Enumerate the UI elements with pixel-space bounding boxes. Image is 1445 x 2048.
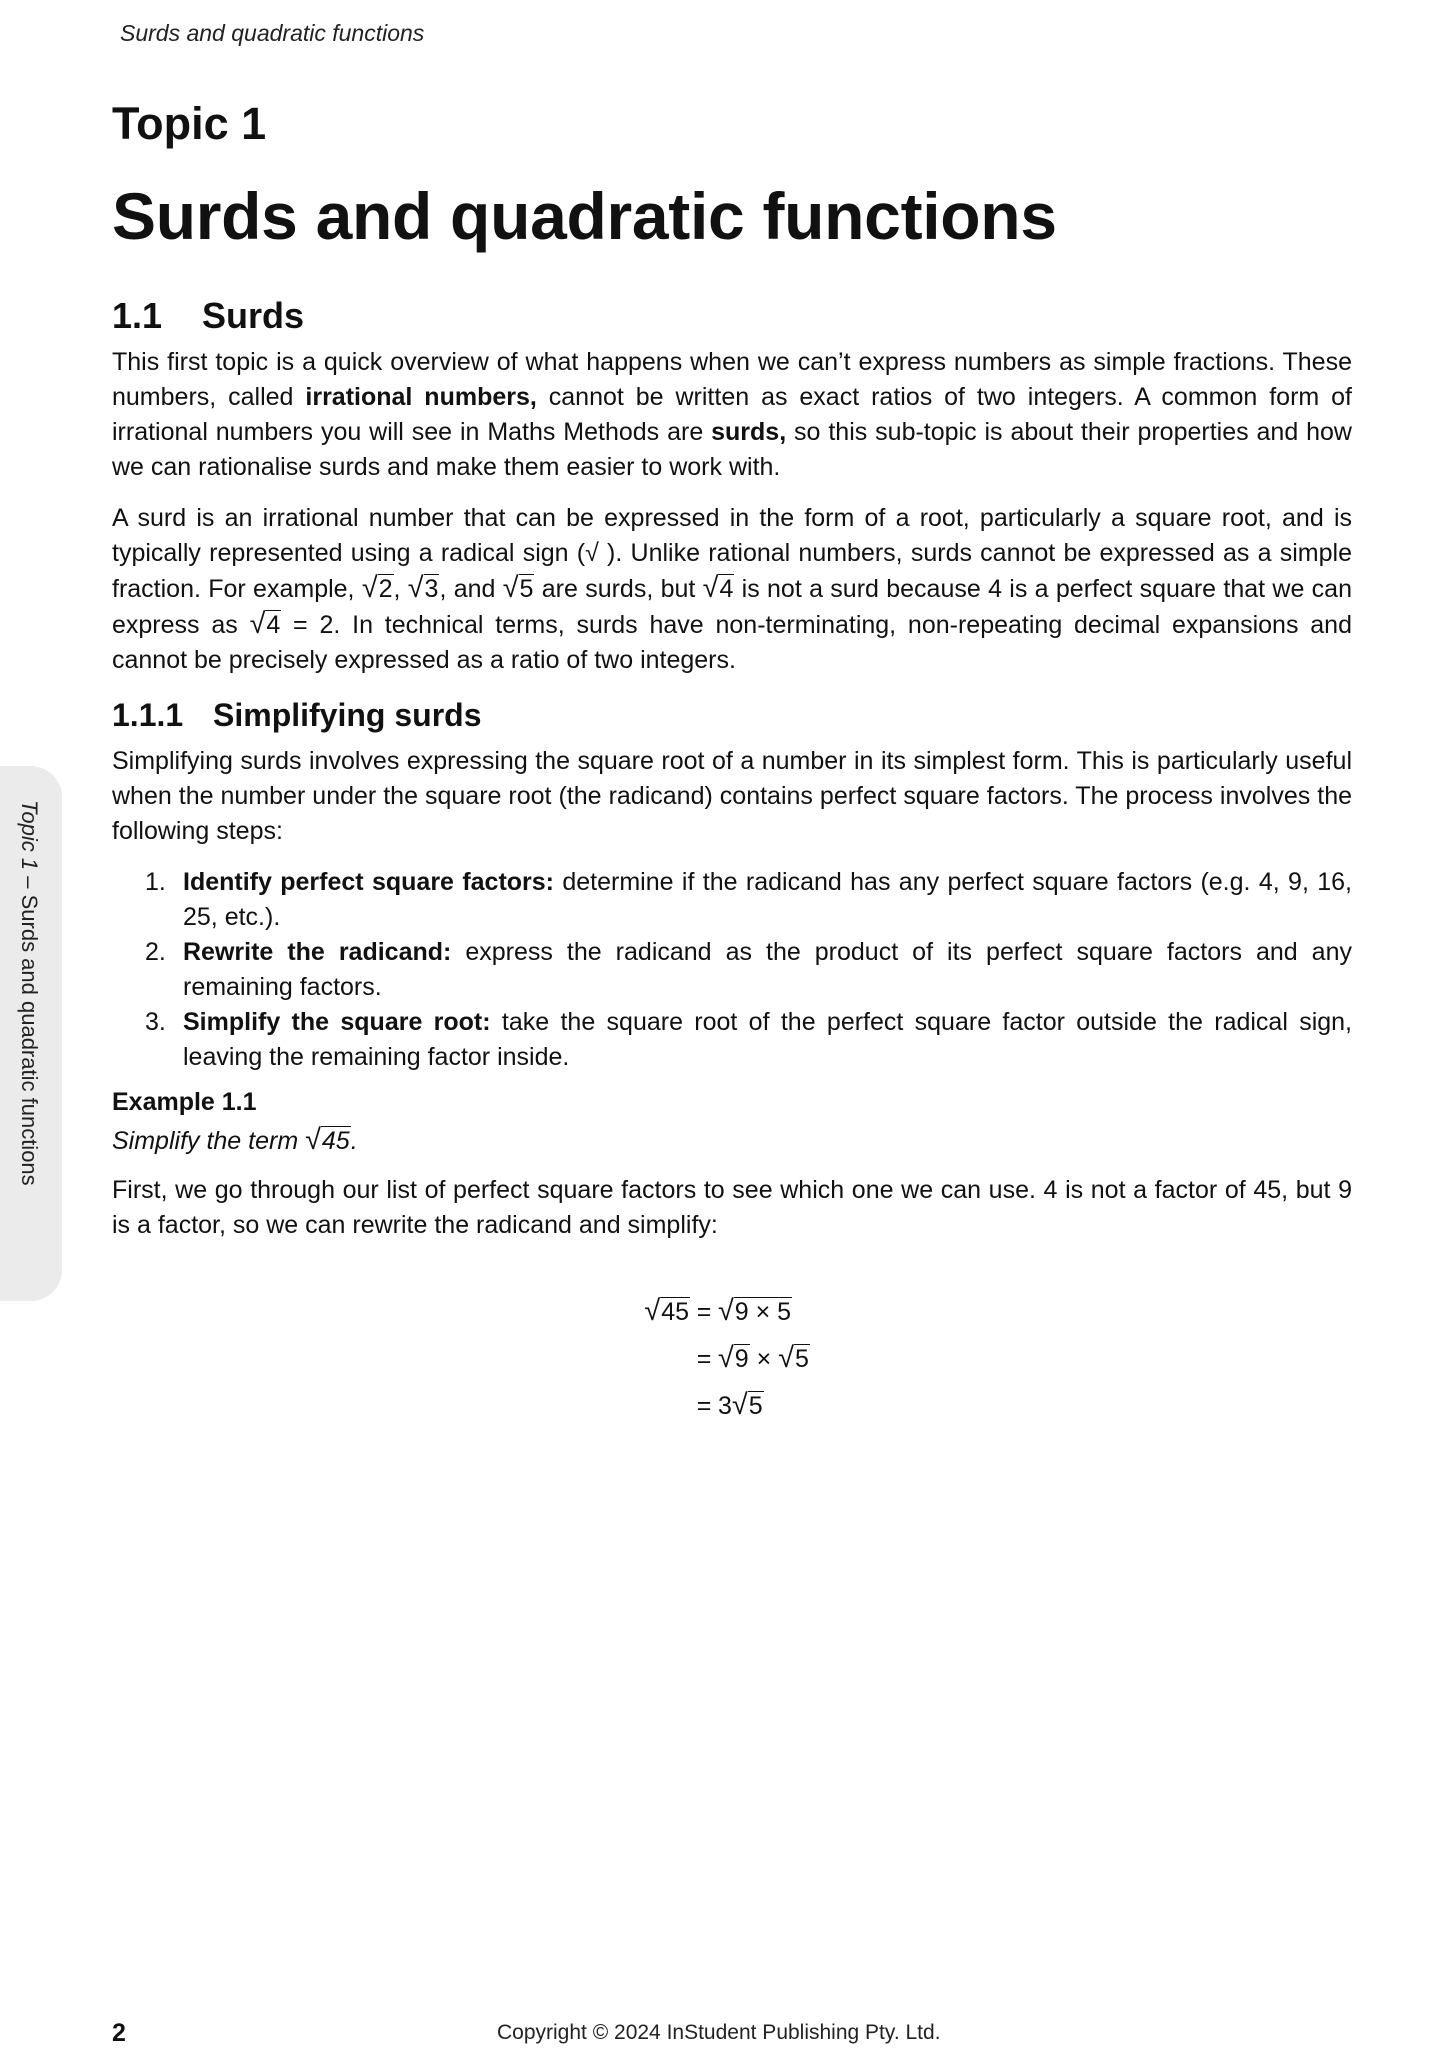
sqrt-45: √45 [305,1124,350,1156]
topic-label: Topic 1 [112,98,267,149]
equation-row: √45 = √9 × 5 [644,1295,792,1327]
paragraph-irrational-numbers: This first topic is a quick overview of what happens when we can’t express numbers as simple fractions. These numbers, called irrational numbers, cannot be written as exact ratios of two integers. A common form of irrational numbers you will see in Maths Methods are surds, so this sub-topic is about their properties and how we can rationalise surds and make them easier to work with. [112,348,1352,481]
radical-sign-symbol: (√ ) [576,539,616,567]
list-item: 3. Simplify the square root: take the square root of the perfect square factor outside the radical sign, leaving the remaining factor inside. [145,1008,1353,1071]
sqrt-2: √2 [361,572,393,604]
sqrt-3: √3 [407,572,439,604]
section-heading: 1.1 Surds [112,295,305,336]
list-item: 2. Rewrite the radicand: express the radicand as the product of its perfect square factors and any remaining factors. [145,938,1352,1001]
paragraph-simplifying-intro: Simplifying surds involves expressing the square root of a number in its simplest form. This is particularly useful when the number under the square root (the radicand) contains perfect square factors. The process involves the following steps: [112,747,1352,845]
example-solution-text: First, we go through our list of perfect square factors to see which one we can use. 4 is not a factor of 45, but 9 is a factor, so we can rewrite the radicand and simplify: [112,1176,1352,1239]
sqrt-5: √5 [502,572,534,604]
equation-row: = 3√5 [696,1389,763,1421]
subsection-heading: 1.1.1 Simplifying surds [112,697,482,733]
copyright-notice: Copyright © 2024 InStudent Publishing Pty. Ltd. [497,2021,941,2044]
page-number: 2 [112,2019,126,2047]
sqrt-4-equals: √4 [249,608,281,640]
page-content [112,95,1352,1259]
chapter-title: Surds and quadratic functions [112,179,1057,253]
list-item: 1. Identify perfect square factors: determine if the radicand has any perfect square factors (e.g. 4, 9, 16, 25, etc.). [145,868,1353,931]
paragraph-surd-definition: A surd is an irrational number that can be expressed in the form of a root, particularly a square root, and is typically represented using a radical sign (√ ). Unlike rational numbers, surds cannot be expressed as a simple fraction. For example, √2, √3, and √5 are surds, but √4 is not a surd because 4 is a perfect square that we can express as √4 = 2. In technical terms, surds have non-terminating, non-repeating decimal expansions and cannot be precisely expressed as a ratio of two integers. [112,504,1352,674]
side-tab-label: Topic 1 – Surds and quadratic functions [17,800,42,1186]
worked-equation [632,1288,810,1429]
equation-row: = √9 × √5 [696,1342,809,1374]
steps-list [112,865,1352,1075]
example-title: Example 1.1 [112,1088,257,1116]
sqrt-4: √4 [702,572,734,604]
example-prompt: Simplify the term √45. [112,1120,1352,1161]
running-header: Surds and quadratic functions [120,20,425,46]
